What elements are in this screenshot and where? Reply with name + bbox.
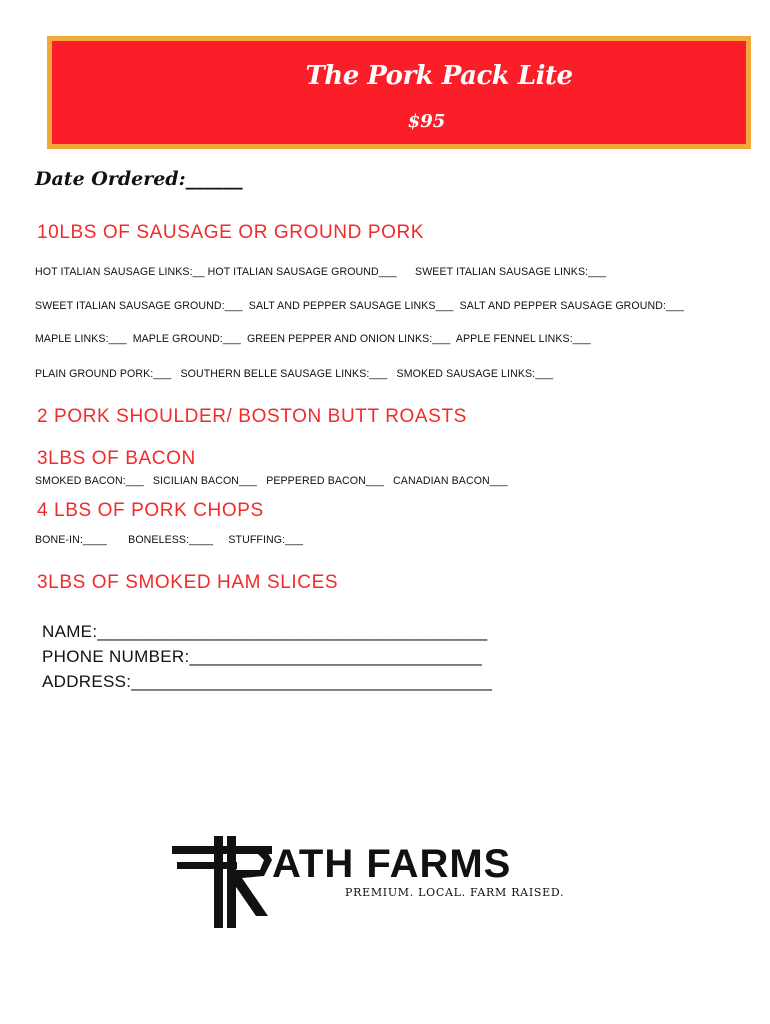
sausage-line-2 <box>35 300 684 312</box>
bacon-option[interactable]: PEPPERED BACON___ <box>266 475 384 487</box>
sausage-line-4 <box>35 368 553 380</box>
logo-wordmark: ATH FARMS <box>272 842 512 886</box>
rath-farms-logo <box>172 836 612 931</box>
sausage-line-3 <box>35 333 591 345</box>
sausage-option[interactable]: GREEN PEPPER AND ONION LINKS:___ <box>246 333 451 345</box>
date-ordered-field[interactable]: Date Ordered:______ <box>35 168 243 190</box>
bacon-option[interactable]: SMOKED BACON:___ <box>35 475 144 487</box>
chops-option[interactable]: BONE-IN:____ <box>35 534 107 546</box>
title-banner-inner <box>52 41 746 144</box>
sausage-option[interactable]: SOUTHERN BELLE SAUSAGE LINKS:___ <box>180 368 388 380</box>
sausage-option[interactable]: APPLE FENNEL LINKS:___ <box>455 333 591 345</box>
address-field[interactable]: ADDRESS:_____________________________________ <box>42 672 493 691</box>
section-title-bacon: 3LBS OF BACON <box>37 448 196 469</box>
sausage-option[interactable]: SALT AND PEPPER SAUSAGE LINKS___ <box>248 300 454 312</box>
section-title-ham: 3LBS OF SMOKED HAM SLICES <box>37 572 339 593</box>
section-title-sausage: 10LBS OF SAUSAGE OR GROUND PORK <box>37 222 425 243</box>
section-title-chops: 4 LBS OF PORK CHOPS <box>37 500 264 521</box>
sausage-option[interactable]: SALT AND PEPPER SAUSAGE GROUND:___ <box>459 300 685 312</box>
name-field[interactable]: NAME:________________________________________ <box>42 622 488 641</box>
sausage-option[interactable]: MAPLE GROUND:___ <box>132 333 241 345</box>
page-title: The Pork Pack Lite <box>305 61 573 91</box>
bacon-option[interactable]: SICILIAN BACON___ <box>152 475 258 487</box>
chops-option[interactable]: STUFFING:___ <box>228 534 304 546</box>
phone-field[interactable]: PHONE NUMBER:______________________________ <box>42 647 483 666</box>
sausage-option[interactable]: PLAIN GROUND PORK:___ <box>35 368 172 380</box>
sausage-option[interactable]: SWEET ITALIAN SAUSAGE GROUND:___ <box>35 300 243 312</box>
bacon-line <box>35 475 508 487</box>
chops-option[interactable]: BONELESS:____ <box>128 534 214 546</box>
title-banner <box>47 36 751 149</box>
sausage-option[interactable]: SWEET ITALIAN SAUSAGE LINKS:___ <box>415 266 607 278</box>
chops-line <box>35 534 303 546</box>
sausage-line-1 <box>35 266 606 278</box>
sausage-option[interactable]: MAPLE LINKS:___ <box>35 333 127 345</box>
sausage-option[interactable]: SMOKED SAUSAGE LINKS:___ <box>396 368 554 380</box>
rath-farms-emblem-icon <box>172 836 272 928</box>
section-title-shoulder: 2 PORK SHOULDER/ BOSTON BUTT ROASTS <box>37 406 467 427</box>
logo-tagline: PREMIUM. LOCAL. FARM RAISED. <box>345 886 565 899</box>
sausage-option[interactable]: HOT ITALIAN SAUSAGE GROUND___ <box>207 266 397 278</box>
sausage-option[interactable]: HOT ITALIAN SAUSAGE LINKS:__ <box>35 266 205 278</box>
bacon-option[interactable]: CANADIAN BACON___ <box>393 475 508 487</box>
price: $95 <box>407 111 446 132</box>
